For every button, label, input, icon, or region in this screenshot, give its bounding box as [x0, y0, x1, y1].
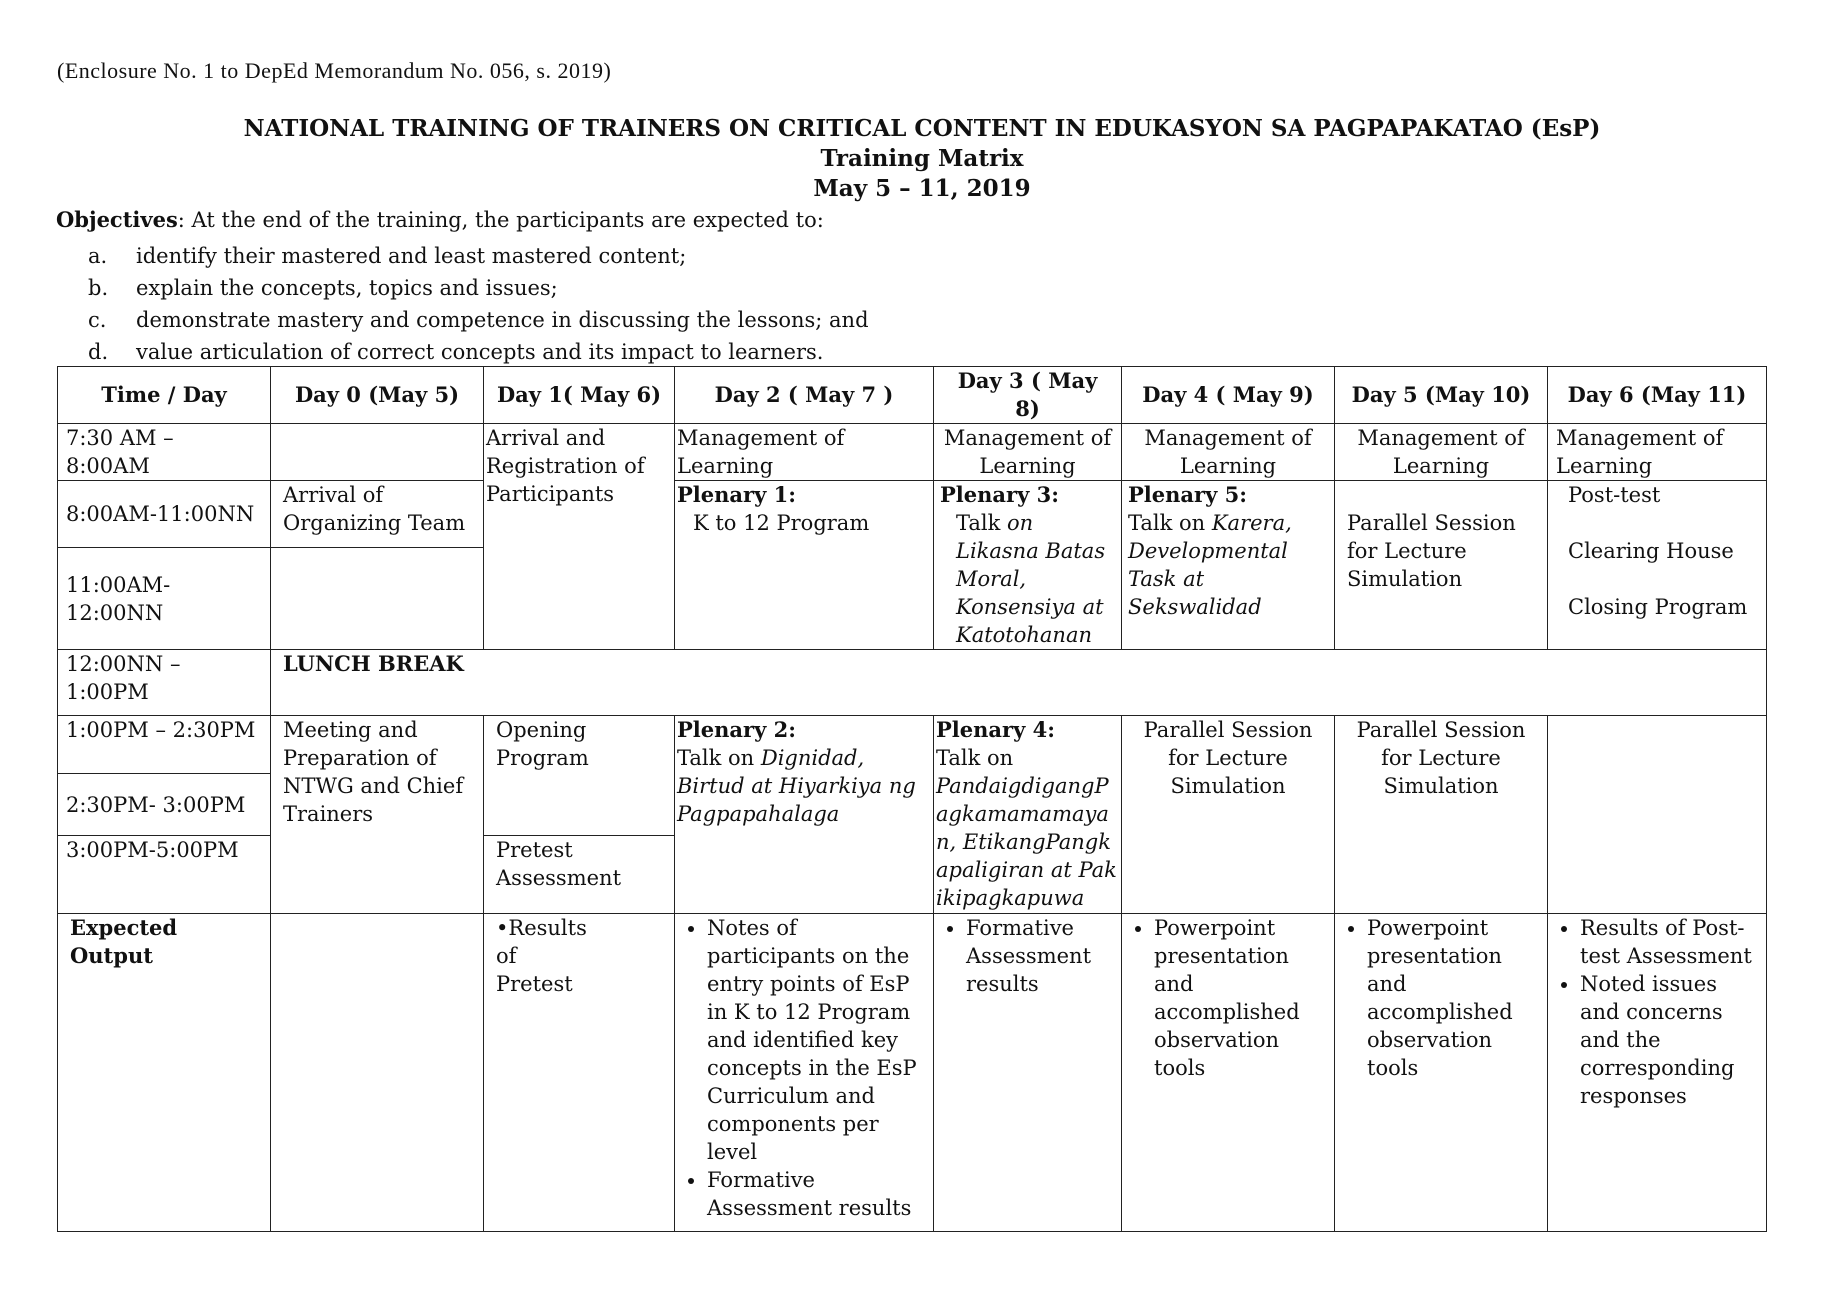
day6-morning-cell	[1548, 481, 1767, 650]
objective-letter: c.	[88, 308, 107, 332]
plenary-label: Plenary 4:	[936, 717, 1055, 742]
output-item: • Formative Assessment results	[707, 1166, 925, 1222]
output-item: • Powerpoint presentation and accomplished observation tools	[1154, 914, 1326, 1082]
header-time-day: Time / Day	[58, 367, 271, 424]
objective-text: value articulation of correct concepts and its impact to learners.	[136, 340, 824, 364]
plenary-label: Plenary 2:	[677, 717, 796, 742]
header-day5: Day 5 (May 10)	[1335, 367, 1548, 424]
objectives-intro	[56, 207, 824, 232]
plenary-text	[940, 509, 1113, 649]
training-matrix-table	[57, 366, 1767, 1232]
time-cell: 1:00PM – 2:30PM	[58, 716, 271, 774]
day3-plenary4-cell	[934, 716, 1122, 914]
day1-arrival-cell: Arrival and Registration of Participants	[484, 424, 675, 650]
output-list	[1130, 914, 1326, 1082]
header-day6: Day 6 (May 11)	[1548, 367, 1767, 424]
plenary-text-italic: Karera, Developmental Task at Sekswalidad	[1128, 511, 1292, 619]
objective-text: explain the concepts, topics and issues;	[136, 276, 558, 300]
day3-mgmt-cell: Management of Learning	[934, 424, 1122, 481]
plenary-text-plain: Talk	[956, 511, 1008, 535]
objective-text: demonstrate mastery and competence in discussing the lessons; and	[136, 308, 869, 332]
plenary-text: K to 12 Program	[693, 511, 870, 535]
time-cell: 8:00AM-11:00NN	[58, 481, 271, 548]
objective-item	[88, 304, 869, 336]
day1-opening-cell: Opening Program	[484, 716, 675, 836]
day5-parallel-cell-pm: Parallel Session for Lecture Simulation	[1335, 716, 1548, 914]
day4-plenary5-cell	[1122, 481, 1335, 650]
out-day6-cell	[1548, 914, 1767, 1232]
plenary-text-plain: Talk on	[677, 746, 761, 770]
out-day1-text: •Results of Pretest	[496, 916, 587, 996]
day6-clearing: Clearing House	[1568, 539, 1734, 563]
time-cell: 2:30PM- 3:00PM	[58, 774, 271, 836]
table-row	[58, 481, 1767, 548]
out-day5-cell	[1335, 914, 1548, 1232]
header-day3: Day 3 ( May 8)	[934, 367, 1122, 424]
time-cell: 3:00PM-5:00PM	[58, 836, 271, 914]
header-day0: Day 0 (May 5)	[271, 367, 484, 424]
plenary-text-plain: Talk on	[936, 746, 1014, 770]
out-day2-cell	[675, 914, 934, 1232]
objective-letter: a.	[88, 244, 108, 268]
day6-posttest: Post-test	[1568, 483, 1661, 507]
output-list	[942, 914, 1113, 998]
output-list	[1556, 914, 1758, 1110]
day4-mgmt-cell: Management of Learning	[1122, 424, 1335, 481]
expected-output-row	[58, 914, 1767, 1232]
day3-plenary3-cell	[934, 481, 1122, 650]
day0-arrival-cell: Arrival of Organizing Team	[271, 481, 484, 548]
cell-empty	[271, 548, 484, 650]
plenary-label: Plenary 5:	[1128, 482, 1247, 507]
header-day2: Day 2 ( May 7 )	[675, 367, 934, 424]
plenary-label: Plenary 1:	[677, 482, 796, 507]
header-day1: Day 1( May 6)	[484, 367, 675, 424]
enclosure-note: (Enclosure No. 1 to DepEd Memorandum No. 056, s. 2019)	[57, 58, 612, 83]
objectives-list	[88, 240, 869, 368]
out-day4-cell	[1122, 914, 1335, 1232]
day2-plenary2-cell	[675, 716, 934, 914]
objectives-text: : At the end of the training, the participants are expected to:	[177, 208, 824, 232]
plenary-text-italic: Dignidad, Birtud at Hiyarkiya ng Pagpapahalaga	[677, 746, 916, 826]
output-list	[1343, 914, 1539, 1082]
document-subtitle: Training Matrix	[820, 145, 1024, 172]
day6-mgmt-cell: Management of Learning	[1548, 424, 1767, 481]
document-title: NATIONAL TRAINING OF TRAINERS ON CRITICAL CONTENT IN EDUKASYON SA PAGPAPAKATAO (EsP)	[243, 115, 1601, 142]
day2-mgmt-cell: Management of Learning	[675, 424, 934, 481]
out-day1-cell	[484, 914, 675, 1232]
cell-empty	[271, 914, 484, 1232]
objective-text: identify their mastered and least mastered content;	[136, 244, 687, 268]
output-list	[683, 914, 925, 1222]
lunch-break-cell: LUNCH BREAK	[271, 650, 1767, 716]
objective-item	[88, 240, 869, 272]
plenary-text-italic: on Likasna Batas Moral, Konsensiya at Katotohanan	[956, 511, 1106, 647]
plenary-label: Plenary 3:	[940, 482, 1059, 507]
day5-mgmt-cell: Management of Learning	[1335, 424, 1548, 481]
cell-empty	[1548, 716, 1767, 914]
day6-closing: Closing Program	[1568, 595, 1748, 619]
document-dates: May 5 – 11, 2019	[813, 175, 1031, 202]
plenary-text	[677, 744, 925, 828]
header-row	[58, 367, 1767, 424]
table-row	[58, 716, 1767, 774]
day1-pretest-cell: Pretest Assessment	[484, 836, 675, 914]
plenary-text	[1128, 509, 1326, 621]
day2-plenary1-cell	[675, 481, 934, 650]
plenary-text	[936, 744, 1119, 912]
plenary-text-plain: Talk on	[1128, 511, 1212, 535]
plenary-text-italic: PandaigdigangPagkamamamayan, EtikangPangkapaligiran at Pakikipagkapuwa	[936, 774, 1117, 910]
cell-empty	[271, 424, 484, 481]
header-day4: Day 4 ( May 9)	[1122, 367, 1335, 424]
output-item: • Formative Assessment results	[966, 914, 1113, 998]
objectives-label: Objectives	[56, 207, 178, 232]
table-row	[58, 650, 1767, 716]
expected-output-label: Expected Output	[58, 914, 271, 1232]
output-item: • Notes of participants on the entry points of EsP in K to 12 Program and identified key concepts in the EsP Curriculum and components per level	[707, 914, 925, 1166]
out-day3-cell	[934, 914, 1122, 1232]
output-item: • Noted issues and concerns and the corresponding responses	[1580, 970, 1758, 1110]
day4-parallel-cell: Parallel Session for Lecture Simulation	[1122, 716, 1335, 914]
time-cell: 11:00AM-12:00NN	[58, 548, 271, 650]
objective-letter: d.	[88, 340, 109, 364]
objective-item	[88, 272, 869, 304]
day0-meeting-cell: Meeting and Preparation of NTWG and Chief Trainers	[271, 716, 484, 914]
objective-letter: b.	[88, 276, 109, 300]
output-item: • Powerpoint presentation and accomplished observation tools	[1367, 914, 1539, 1082]
table-row	[58, 424, 1767, 481]
time-cell: 12:00NN – 1:00PM	[58, 650, 271, 716]
time-cell: 7:30 AM – 8:00AM	[58, 424, 271, 481]
day5-parallel-cell: Parallel Session for Lecture Simulation	[1335, 481, 1548, 650]
output-item: • Results of Post-test Assessment	[1580, 914, 1758, 970]
objective-item	[88, 336, 869, 368]
